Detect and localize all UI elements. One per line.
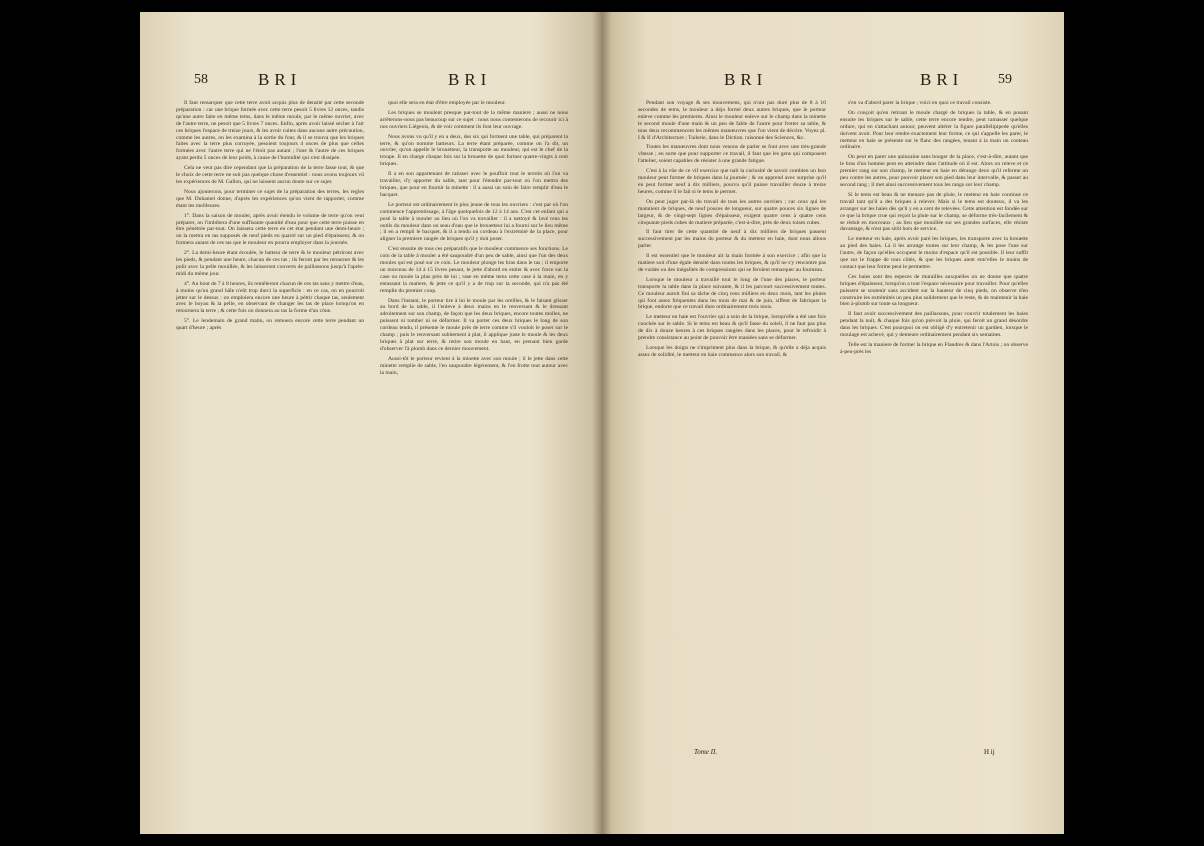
paragraph: Il a en son appartenant de ratisser avec le pouffoir tout le terrein où l'on va travailler, d'y apporter du sable, tant pour l'étendre par-tout où l'on mettra des briques, que pour en fournir la minette : il a aussi un soin de faire remplir d'eau le bacquet. bbox=[380, 171, 568, 198]
paragraph: C'est à la vûe de ce vif exercice que naît la curiosité de savoir combien un bon mouleur peut former de briques dans la journée ; & on apprend avec surprise qu'il en peut former neuf à dix milliers, pourvu qu'il puisse travailler douze à treize heures, comme il le fait si le tems le permet. bbox=[638, 168, 826, 195]
paragraph: Le metteur en haie est l'ouvrier qui a soin de la brique, lorsqu'elle a été une fois couchée sur le sable. Si le tems est beau & qu'il fasse du soleil, il ne faut pas plus de dix à douze heures à ces briques rangées dans les places, pour le refroidir à prendre consistance au point de pouvoir être maniées sans se déformer. bbox=[638, 314, 826, 342]
paragraph: Lorsque les doigts ne s'impriment plus dans la brique, & qu'elle a déja acquis assez de solidité, le metteur en haie commence alors son travail, & bbox=[638, 345, 826, 358]
left-running-head-2: BRI bbox=[448, 70, 492, 89]
paragraph: 4°. Au bout de 7 à 8 heures, ils remêleront chacun de ces tas sans y mettre d'eau, à moins qu'un grand hâle n'eût trop durci la superficie : en ce cas, on en pourroit jetter sur le dessus : on emploiera encore une heure à pétrir chaque tas, seulement avec le boyau & la pelle, en observant de changer les tas de place lorsqu'on en retournera la terre ; & cette fois on donnera au tas la forme d'un cône. bbox=[176, 280, 364, 315]
paragraph: 1°. Dans la saison de mouler, après avoir étendu le volume de terre qu'on veut préparer, on l'imbibera d'une suffisante quantité d'eau pour que cette terre puisse en être pénétrée par-tout. On laissera cette terre en cet état pendant une demi-heure ; on la mettra en tas supposés de neuf pieds en quarré sur un pied d'épaisseur, & on formera autant de ces tas que le mouleur en pourra employer dans la journée. bbox=[176, 212, 364, 247]
signature-mark: H ij bbox=[984, 748, 995, 756]
paragraph: Les briques se moulent presque par-tout de la même maniere ; aussi ne nous arrêterons-nous pas beaucoup sur ce sujet : nous nous contenterons de recourir ici à nos ouvriers Liégeois, & de voir comment ils font leur ouvrage. bbox=[380, 109, 568, 130]
paragraph: 2°. La demi-heure étant écoulée, le batteur de terre & le mouleur pétriront avec les pieds, & pendant une heure, chacun de ces tas ; ils feront par les retourner & les polir avec la pelle mouillée, & les laisseront couverts de paillassons jusqu'à l'après-midi du même jour. bbox=[176, 250, 364, 277]
left-column-1 bbox=[176, 100, 364, 740]
paragraph: Si le tems est beau & ne menace pas de pluie, le metteur en haie continue ce travail tant qu'il a des briques à relever. Mais si le tems est douteux, il va les arranger sur les haies dès qu'il y en a cent de relevées. Cette attention est fondée sur ce que la brique crue qui reçoit la pluie sur le champ, se déforme très-facilement & se réduit en morceaux ; au lieu que mouillée sur ses grandes surfaces, elle résiste davantage, & n'est pas sitôt hors de service. bbox=[840, 191, 1028, 233]
paragraph: quoi elle sera en état d'être employée par le mouleur. bbox=[388, 100, 506, 106]
paragraph: Il faut avoir successivement des paillassons, pour couvrir totalement les haies pendant la nuit, & chaque fois qu'on prévoit la pluie, qui feroit un grand désordre dans les briques. C'est pourquoi on est obligé d'y entretenir un gardien, lorsque le moulage est achevé, qui y demeure ordinairement pendant six semaines. bbox=[840, 311, 1028, 339]
paragraph: Pendant son voyage & ses mouvemens, qui n'ont pas duré plus de 8 à 10 secondes de tems, le mouleur a déja formé deux autres briques, que le porteur enleve comme les premieres. Ainsi le mouleur enleve sur le champ dans la minette le second moule d'une main & un peu de fable de l'autre pour frotter sa table, & tous deux recommencent les mêmes manœuvres que l'on vient de décrire. Voyez pl. I & II d'Architecture ; Tuilerie, dans le Diction. raisonné des Sciences, &c. bbox=[638, 100, 826, 141]
paragraph: Il faut remarquer que cette terre avoit acquis plus de densité par cette seconde préparation : car une brique formée avec cette terre pesoit 5 livres 12 onces, tandis qu'une autre faite en même tems, dans le même moule, par le même ouvrier, avec de l'autre terre, ne pesoit que 5 livres 7 onces. Enfin, après avoir laissé sécher à l'air ces briques l'espace de treize jours, & les avoir cuites dans aucune autre précaution, comme les autres, on les examina à la sortie du four, & il se trouva que les briques faites avec la terre plus corroyée, pesoient toujours 4 onces de plus que celles formées avec l'autre terre qui ne l'étoit pas autant ; l'une & l'autre de ces briques ayant perdu 5 onces de leur poids, à cause de l'humidité qui s'est dissipée. bbox=[176, 100, 364, 162]
right-running-head-1: BRI bbox=[724, 70, 768, 89]
paragraph: Le porteur est ordinairement le plus jeune de tous les ouvriers : c'est par où l'on commence l'apprentissage, à l'âge quelquefois de 12 à 14 ans. C'est cet enfant qui a posé la table à mouler au lieu où l'on va travailler : il a nettoyé & lavé tous les outils du mouleur dans un seau d'eau que le brouetteur lui a fourni sur le lieu même ; il en a rempli le bacquet, & il a tendu un cordeau à l'extrémité de la place, pour aligner la premiere rangée de briques qu'il y doit poser. bbox=[380, 201, 568, 243]
paragraph: Dans l'instant, le porteur tire à lui le moule par les oreilles, & le faisant glisser au bord de la table, il l'enleve à deux mains en le renversant & le dressant adroitement sur son champ, de façon que les deux briques, encore toutes molles, ne puissent ni tomber ni se déformer. Il va porter ces deux briques le long de son cordeau tendu, il présente le moule près de terre comme s'il vouloit le poser sur le champ ; puis le renversant subitement à plat, il applique juste le moule & les deux briques à plat sur terre, & retire son moule en haut, en prenant bien garde d'observer l'à plomb dans ce dernier mouvement. bbox=[380, 297, 568, 352]
book-spread bbox=[140, 12, 1064, 834]
volume-label: Tome II. bbox=[694, 748, 718, 756]
paragraph: Nous avons vu qu'il y en a deux, des six qui forment une table, qui préparent la terre, & qu'on nomme batteurs. La terre étant préparée, comme on l'a dit, un ouvrier, qu'on appelle le brouetteur, la transporte au mouleur, qui est le chef de la troupe. Il en charge chaque fois sur la brouette de quoi former quatre-vingts à cent briques. bbox=[380, 133, 568, 168]
paragraph: Ces haies sont des especes de murailles auxquelles on ne donne que quatre briques d'épaisseur, lorsqu'on a tout l'espace nécessaire pour travailler. Pour qu'elles puissent se soutenir sans accident sur la hauteur de cinq pieds, on observe d'en construire les extrémités un peu plus solidement que le reste, & de maintenir la haie bien à-plomb sur toute sa longueur. bbox=[840, 273, 1028, 308]
book-gutter bbox=[592, 12, 612, 834]
right-column-1 bbox=[638, 100, 826, 740]
paragraph: C'est ensuite de tous ces préparatifs que le mouleur commence ses fonctions. Le coin de la table à mouler a été saupoudré d'un peu de sable, ainsi que l'un des deux moules qui est posé sur ce coin. Le mouleur plonge les bras dans le tas ; il emporte un morceau de 14 à 15 livres pesant, le jette d'abord en entier & avec force sur la case ou moule la plus près de lui ; rase en même tems cette case à la main, en y entassant la matiere, & jette ce qu'il y a de trop sur la seconde, qui n'a pas été remplie du premier coup. bbox=[380, 246, 568, 294]
left-running-head-1: BRI bbox=[258, 70, 302, 89]
paragraph: Aussi-tôt le porteur revient à la minette avec son moule ; il le jette dans cette minette remplie de sable, l'en saupoudre légérement, & l'en frotte tout autour avec la main, bbox=[380, 355, 568, 376]
left-column-2 bbox=[380, 100, 568, 740]
right-running-head-2: BRI bbox=[920, 70, 964, 89]
paragraph: Il est essentiel que le mouleur ait la main formée à son exercice ; afin que la matiere soit d'une égale densité dans toutes les briques, & qu'il ne s'y rencontre pas de vuides ou des inégalités de compressions qui se feroient remarquer au fourneau. bbox=[638, 253, 826, 273]
paragraph: Toutes les manœuvres dont nous venons de parler se font avec une très-grande vîtesse ; en sorte que pour supporter ce travail, il faut que les gens qui composent l'attelier, soient capables de résister à une grande fatigue. bbox=[638, 144, 826, 165]
paragraph: 5°. Le lendemain de grand matin, on remuera encore cette terre pendant un quart d'heure ; après bbox=[176, 318, 364, 332]
left-page-number: 58 bbox=[194, 72, 208, 87]
right-page-header bbox=[602, 70, 1064, 94]
right-column-2 bbox=[840, 100, 1028, 740]
left-page bbox=[140, 12, 602, 834]
left-page-header bbox=[140, 70, 602, 94]
paragraph: Il faut tirer de cette quantité de neuf à dix milliers de briques passent successivement par les mains du porteur & du metteur en haie, dont nous allons parler. bbox=[638, 229, 826, 250]
paragraph: Le metteur en haie, après avoir paré les briques, les transporte avec la brouette au pied des haies. Là il les arrange toutes sur leur champ, & les pose l'une sur l'autre, de façon qu'elles occupent le moins d'espace qu'il est possible. Il leur suffit que sur le frappe de tous côtés, & que les briques aient entr'elles le moins de contact que leur forme peut le permettre. bbox=[840, 236, 1028, 270]
paragraph: On peut en parer une quinzaine sans bouger de la place, c'est-à-dire, autant que le bras d'un homme peut en atteindre dans l'attitude où il est. Alors on releve et ce premier rang sur son champ, le metteur en haie en dérange deux qu'il referme un peu contre les autres, pour pouvoir placer son pied dans leur intervalle, & passer au second rang ; il met ainsi successivement tous les rangs sur leur champ. bbox=[840, 154, 1028, 188]
paragraph: Telle est la maniere de former la brique en Flandres & dans l'Artois ; on observe à-peu-près les bbox=[840, 342, 1028, 355]
paragraph: Cela ne veut pas dire cependant que la préparation de la terre fasse tout, & que le choix de cette terre ne soit pas quelque chose d'essentiel : nous avons toujours vû les expériences de M. Gallon, qui ne laissent aucun doute sur ce sujet. bbox=[176, 165, 364, 185]
paragraph: Nous ajouterons, pour terminer ce sujet de la préparation des terres, les regles que M. Duhamel donne, d'après les expériences qu'on vient de rapporter, comme étant les meilleures. bbox=[176, 188, 364, 209]
right-page-number: 59 bbox=[998, 72, 1012, 87]
right-page bbox=[602, 12, 1064, 834]
paragraph: On peut juger par-là du travail de tous les autres ouvriers ; car ceux qui les maintient de briques, de neuf pouces de longueur, sur quatre pouces six lignes de largeur, & de vingt-sept lignes d'épaisseur, exigent quatre cens à quatre cens cinquante pieds cubes de matiere préparée, c'est-à-dire, près de deux toises cubes. bbox=[638, 198, 826, 226]
paragraph: s'en va d'abord parer la brique ; voici en quoi ce travail consiste. bbox=[848, 100, 992, 106]
paragraph: On conçoit qu'en retirant le moule chargé de briques la table, & en posant ensuite les briques sur le sable, cette terre encore tendre, peut ramasser quelque ordure, qui en s'attachant autour, peuvent altérer la figure parallélipipede qu'elles doivent avoir. Pour leur rendre exactement leur forme, ce qui s'appelle les parer, le metteur en haie se présente sur le flanc des rangées, tenant à la main un couteau ordinaire. bbox=[840, 109, 1028, 151]
paragraph: Lorsque le mouleur a travaillé tout le long de l'une des places, le porteur transporte la table dans la place suivante, & il les parcourt successivement toutes. Ce mouleur auroit fini sa tâche de cinq cens milliers en deux mois, tant les pluies qui font assez fréquentes dans les mois de mai & de juin, siffent de fabriquer la brique, endorte que ce travail dure ordinairement trois mois. bbox=[638, 276, 826, 311]
